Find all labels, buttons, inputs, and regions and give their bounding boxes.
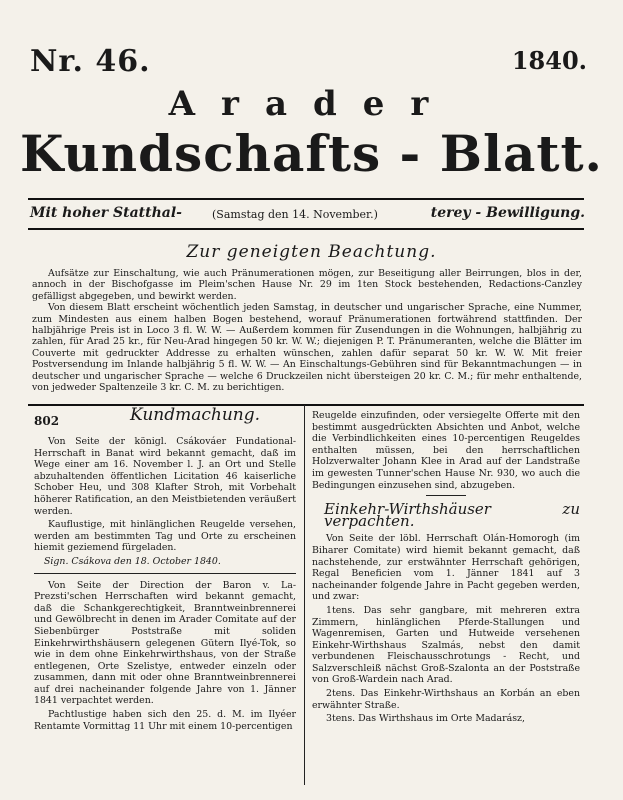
announcement-paragraph: Von Seite der Direction der Baron v. La-Prezsti'schen Herrschaften wird bekannt gemacht, daß die Schankgerechtigkeit, Branntweinbrennerei und Gewölbrecht in denen im Arader Comitate auf der Siebenbürger Poststraße mit soliden Einkehrwirthshäusern gelegenen Gütern Ilyé-Tok, so wie in dem ohne Einkehrwirthshaus, von der Straße entlegenen, Orte Szelistye, entweder einzeln oder zusammen, dann mit oder ohne Branntweinbrennerei auf drei nacheinander folgende Jahre von 1. Jänner 1841 verpachtet werden. [34,579,296,707]
issue-number: Nr. 46. [30,44,151,79]
inn-lease-paragraph: 2tens. Das Einkehr-Wirthshaus an Korbán an eben erwähnter Straße. [312,688,580,711]
column-divider [304,405,305,785]
inn-lease-paragraph: 1tens. Das sehr gangbare, mit mehreren extra Zimmern, hinlänglichen Pferde-Stallungen und Wagenremisen, Garten und Hutweide versehenen Einkehr-Wirthshaus Szalmás, nebst den damit verbundenen Fleischausschrotungs - Recht, und Salzverschleiß nächst Groß-Szalonta an der Poststraße von Groß-Wardein nach Arad. [312,604,580,686]
masthead-place: Arader [168,84,455,124]
notice-paragraph: Von diesem Blatt erscheint wöchentlich jeden Samstag, in deutscher und ungarischer Sprache, eine Nummer, zum Mindesten aus einem halben Bogen bestehend, worauf Pränumerationen fortwährend stattfinden. Der halbjährige Preis ist in Loco 3 fl. W. W. — Außerdem kommen für Zusendungen in die Wohnungen, halbjährig zu zahlen, für Arad 25 kr., für Neu-Arad hingegen 50 kr. W. W.; diejenigen P. T. Pränumeranten, welche die Blätter im Couverte mit gedruckter Addresse zu erhalten wünschen, zahlen dafür separat 50 kr. W. W. Mit freier Postversendung im Inlande halbjährig 5 fl. W. W. — An Einschaltungs-Gebühren sind für Bekanntmachungen — in deutscher und ungarischer Sprache — welche 6 Druckzeilen nicht übersteigen 20 kr. C. M.; für mehr enthaltende, von jedweder Spaltenzeile 3 kr. C. M. zu berichtigen. [32,302,582,394]
masthead-rule-bottom [28,228,584,230]
masthead-rule-top [28,198,584,200]
announcement-header [34,405,296,432]
announcement-paragraph: Kauflustige, mit hinlänglichen Reugelde versehen, werden am bestimmten Tag und Orte zu erscheinen hiemit geziemend fürgeladen. [34,519,296,554]
notice-body [32,268,582,393]
masthead-title: Kundschafts - Blatt. [20,124,603,183]
right-column [312,410,580,727]
subtitle-left: Mit hoher Statthal- [30,205,182,221]
announcement-separator [34,573,296,574]
issue-year: 1840. [511,46,587,75]
announcement-heading: Kundmachung. [130,405,261,425]
announcement-signature: Sign. Csákova den 18. October 1840. [44,555,221,567]
announcement-number: 802 [34,414,60,428]
announcement-paragraph: Pachtlustige haben sich den 25. d. M. im Ilyéer Rentamte Vormittag 11 Uhr mit einem 10-percentigen [34,709,296,732]
left-column [34,405,296,734]
notice-title: Zur geneigten Beachtung. [186,242,437,262]
continuation-paragraph: Reugelde einzufinden, oder versiegelte Offerte mit den bestimmt ausgedrückten Absichten und Anbot, welche die Verbindlichkeiten eines 10-percentigen Reugeldes enthalten müssen, bei den herrschaftlichen Holzverwalter Johann Klee in Arad auf der Landstraße im gewesten Tunner'schen Hause Nr. 930, wo auch die Bedingungen einzusehen sind, abzugeben. [312,410,580,491]
short-separator [426,495,466,496]
issue-date: (Samstag den 14. November.) [212,208,378,221]
notice-paragraph: Aufsätze zur Einschaltung, wie auch Pränumerationen mögen, zur Beseitigung aller Beirrungen, blos in der, annoch in der Bischofgasse im Pleim'schen Hause Nr. 29 im 1ten Stock bestehenden, Redactions-Canzley gefälligst abgegeben, und bewirkt werden. [32,268,582,302]
announcement-paragraph: Von Seite der königl. Csákováer Fundational-Herrschaft in Banat wird bekannt gemacht, daß im Wege einer am 16. November l. J. an Ort und Stelle abzuhaltenden öffentlichen Licitation 46 kaiserliche Schober Heu, und 308 Klafter Stroh, mit Vorbehalt höherer Ratification, an den Meistbietenden veräußert werden. [34,436,296,517]
section-rule [28,404,584,406]
subtitle-right: terey - Bewilligung. [430,205,585,221]
inn-lease-heading: Einkehr-Wirthshäuser zu verpachten. [324,500,580,530]
inn-lease-paragraph: Von Seite der löbl. Herrschaft Olán-Homorogh (im Biharer Comitate) wird hiemit bekannt gemacht, daß nachstehende, zur erstwähnter Herrschaft gehörigen, Regal Beneficien vom 1. Jänner 1841 auf 3 nacheinander folgende Jahre in Pacht gegeben werden, und zwar: [312,533,580,603]
inn-lease-paragraph: 3tens. Das Wirthshaus im Orte Madarász, [326,713,525,725]
